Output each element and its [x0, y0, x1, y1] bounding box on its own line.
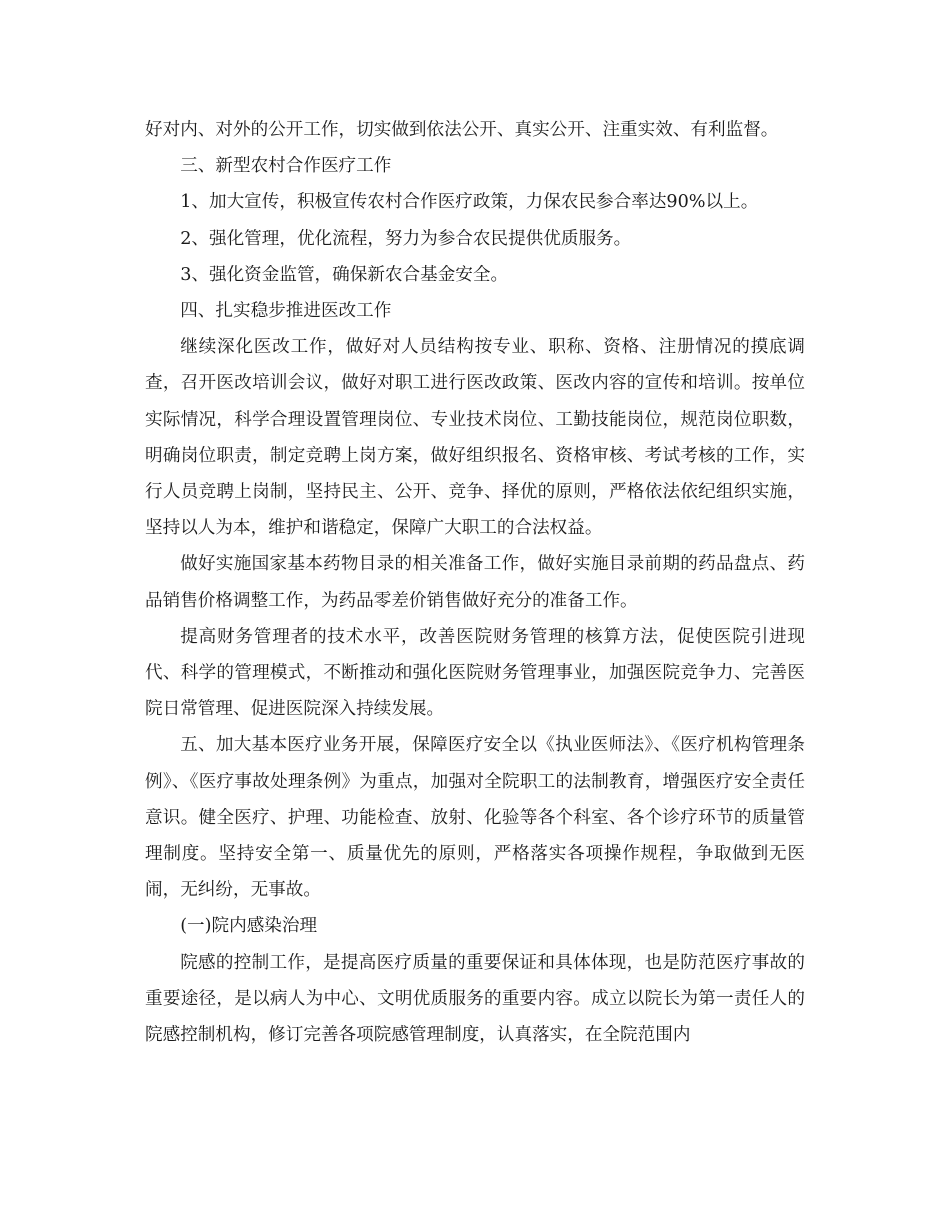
section-heading-medical-safety: 五、加大基本医疗业务开展，保障医疗安全以《执业医师法》、《医疗机构管理条例》、《医疗事故处理条例》为重点，加强对全院职工的法制教育，增强医疗安全责任意识。健全医疗、护理、功能检查、放射、化验等各个科室、各个诊疗环节的质量管理制度。坚持安全第一、质量优先的原则，严格落实各项操作规程，争取做到无医闹，无纠纷，无事故。 — [145, 735, 805, 901]
paragraph-essential-drugs: 做好实施国家基本药物目录的相关准备工作，做好实施目录前期的药品盘点、药品销售价格调整工作，为药品零差价销售做好充分的准备工作。 — [145, 554, 805, 611]
paragraph-financial-management: 提高财务管理者的技术水平，改善医院财务管理的核算方法，促使医院引进现代、科学的管理模式，不断推动和强化医院财务管理事业，加强医院竞争力、完善医院日常管理、促进医院深入持续发展。 — [145, 626, 805, 720]
list-item-publicity: 1、加大宣传，积极宣传农村合作医疗政策，力保农民参合率达90%以上。 — [180, 192, 759, 213]
paragraph-medical-reform: 继续深化医改工作，做好对人员结构按专业、职称、资格、注册情况的摸底调查，召开医改培训会议，做好对职工进行医改政策、医改内容的宣传和培训。按单位实际情况，科学合理设置管理岗位、专业技术岗位、工勤技能岗位，规范岗位职数，明确岗位职责，制定竞聘上岗方案，做好组织报名、资格审核、考试考核的工作，实行人员竞聘上岗制，坚持民主、公开、竞争、择优的原则，严格依法依纪组织实施，坚持以人为本，维护和谐稳定，保障广大职工的合法权益。 — [145, 337, 805, 539]
section-heading-medical-reform: 四、扎实稳步推进医改工作 — [180, 301, 392, 322]
subsection-heading-infection-control: (一)院内感染治理 — [180, 916, 318, 937]
paragraph-infection-control: 院感的控制工作，是提高医疗质量的重要保证和具体体现，也是防范医疗事故的重要途径，是以病人为中心、文明优质服务的重要内容。成立以院长为第一责任人的院感控制机构，修订完善各项院感管理制度，认真落实，在全院范围内 — [145, 952, 805, 1046]
section-heading-rural-cooperative-medical: 三、新型农村合作医疗工作 — [180, 156, 392, 177]
list-item-management: 2、强化管理，优化流程，努力为参合农民提供优质服务。 — [180, 228, 632, 249]
document-body — [145, 112, 805, 1053]
paragraph-continuation: 好对内、对外的公开工作，切实做到依法公开、真实公开、注重实效、有利监督。 — [145, 120, 779, 140]
list-item-fund-supervision: 3、强化资金监管，确保新农合基金安全。 — [180, 264, 509, 285]
